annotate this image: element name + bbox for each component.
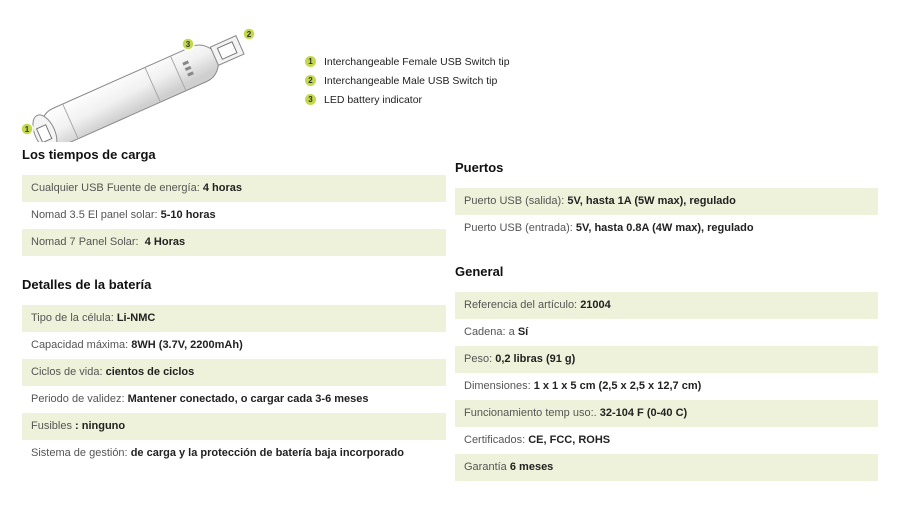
table-row bbox=[22, 413, 446, 440]
row-value: 32-104 F (0-40 C) bbox=[599, 407, 688, 419]
table-row bbox=[22, 332, 446, 359]
row-value: 4 horas bbox=[202, 182, 242, 194]
row-label: Ciclos de vida: bbox=[31, 366, 103, 378]
legend-number-badge: 1 bbox=[305, 56, 316, 67]
table-row bbox=[22, 229, 446, 256]
row-value: cientos de ciclos bbox=[105, 366, 195, 378]
row-label: Fusibles bbox=[31, 420, 72, 432]
row-label: Certificados: bbox=[464, 434, 526, 446]
row-label: Dimensiones: bbox=[464, 380, 531, 392]
row-label: Sistema de gestión: bbox=[31, 447, 128, 459]
row-label: Peso: bbox=[464, 353, 493, 365]
row-label: Garantía bbox=[464, 461, 507, 473]
table-row bbox=[22, 386, 446, 413]
row-value: 5V, hasta 1A (5W max), regulado bbox=[567, 195, 736, 207]
table-row bbox=[22, 175, 446, 202]
row-label: Funcionamiento temp uso:. bbox=[464, 407, 597, 419]
svg-text:3: 3 bbox=[185, 40, 191, 49]
callout-2 bbox=[243, 28, 255, 40]
row-label: Tipo de la célula: bbox=[31, 312, 114, 324]
table-row bbox=[455, 373, 878, 400]
row-label: Cualquier USB Fuente de energía: bbox=[31, 182, 200, 194]
product-illustration bbox=[14, 22, 294, 142]
charging-table bbox=[22, 175, 446, 256]
table-row bbox=[22, 440, 446, 467]
row-value: 4 Horas bbox=[144, 236, 186, 248]
table-row bbox=[455, 319, 878, 346]
table-row bbox=[455, 454, 878, 481]
row-value: 0,2 libras (91 g) bbox=[495, 353, 576, 365]
legend-item bbox=[305, 90, 510, 109]
row-value: 6 meses bbox=[509, 461, 554, 473]
legend-number-badge: 2 bbox=[305, 75, 316, 86]
table-row bbox=[455, 292, 878, 319]
row-value: 8WH (3.7V, 2200mAh) bbox=[131, 339, 243, 351]
table-row bbox=[455, 346, 878, 373]
row-value: Sí bbox=[517, 326, 529, 338]
row-label: Nomad 3.5 El panel solar: bbox=[31, 209, 158, 221]
table-row bbox=[22, 202, 446, 229]
row-value: de carga y la protección de batería baja incorporado bbox=[130, 447, 404, 459]
table-row bbox=[455, 427, 878, 454]
row-value: Li-NMC bbox=[116, 312, 156, 324]
legend-number-badge: 3 bbox=[305, 94, 316, 105]
table-row bbox=[455, 400, 878, 427]
svg-text:1: 1 bbox=[24, 125, 30, 134]
svg-text:2: 2 bbox=[246, 30, 252, 39]
battery-table bbox=[22, 305, 446, 467]
general-section-title: General bbox=[455, 264, 504, 279]
row-value: 21004 bbox=[580, 299, 611, 311]
legend-text: Interchangeable Female USB Switch tip bbox=[324, 55, 510, 68]
row-label: Puerto USB (entrada): bbox=[464, 222, 573, 234]
row-label: Capacidad máxima: bbox=[31, 339, 129, 351]
ports-section-title: Puertos bbox=[455, 160, 504, 175]
row-value: 5-10 horas bbox=[160, 209, 216, 221]
feature-legend bbox=[305, 52, 510, 109]
row-value: 1 x 1 x 5 cm (2,5 x 2,5 x 12,7 cm) bbox=[533, 380, 702, 392]
row-label: Nomad 7 Panel Solar: bbox=[31, 236, 139, 248]
callout-3 bbox=[182, 38, 194, 50]
callout-1 bbox=[21, 123, 33, 135]
legend-text: LED battery indicator bbox=[324, 93, 423, 106]
battery-section-title: Detalles de la batería bbox=[22, 277, 152, 292]
legend-text: Interchangeable Male USB Switch tip bbox=[324, 74, 498, 87]
legend-item bbox=[305, 52, 510, 71]
table-row bbox=[22, 359, 446, 386]
row-label: Cadena: a bbox=[464, 326, 515, 338]
row-label: Referencia del artículo: bbox=[464, 299, 578, 311]
table-row bbox=[455, 215, 878, 242]
ports-table bbox=[455, 188, 878, 242]
legend-item bbox=[305, 71, 510, 90]
row-label: Periodo de validez: bbox=[31, 393, 125, 405]
table-row bbox=[455, 188, 878, 215]
row-value: CE, FCC, ROHS bbox=[528, 434, 611, 446]
charging-section-title: Los tiempos de carga bbox=[22, 147, 156, 162]
row-label: Puerto USB (salida): bbox=[464, 195, 565, 207]
row-value: : ninguno bbox=[75, 420, 126, 432]
row-value: Mantener conectado, o cargar cada 3-6 meses bbox=[127, 393, 369, 405]
general-table bbox=[455, 292, 878, 481]
row-value: 5V, hasta 0.8A (4W max), regulado bbox=[575, 222, 754, 234]
table-row bbox=[22, 305, 446, 332]
